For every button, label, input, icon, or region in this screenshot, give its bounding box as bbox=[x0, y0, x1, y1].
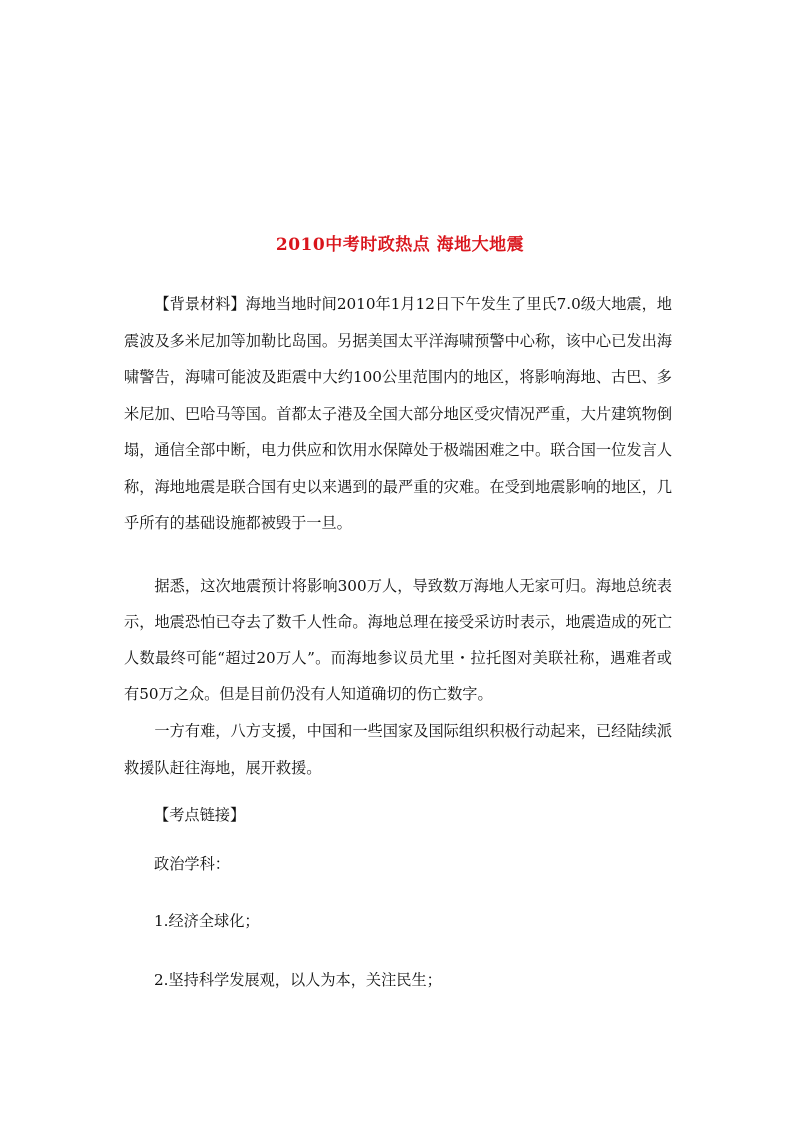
point-item-2: 2.坚持科学发展观，以人为本，关注民生； bbox=[154, 971, 442, 989]
section-heading: 【考点链接】 bbox=[154, 806, 246, 824]
background-paragraph: 【背景材料】海地当地时间2010年1月12日下午发生了里氏7.0级大地震，地震波及多米尼加等加勒比岛国。另据美国太平洋海啸预警中心称，该中心已发出海啸警告，海啸可能波及距震中大约100公里范围内的地区，将影响海地、古巴、多米尼加、巴哈马等国。首都太子港及全国大部分地区受灾情况严重，大片建筑物倒塌，通信全部中断，电力供应和饮用水保障处于极端困难之中。联合国一位发言人称，海地地震是联合国有史以来遇到的最严重的灾难。在受到地震影响的地区，几乎所有的基础设施都被毁于一旦。 bbox=[124, 295, 672, 532]
casualty-paragraph: 据悉，这次地震预计将影响300万人，导致数万海地人无家可归。海地总统表示，地震恐怕已夺去了数千人性命。海地总理在接受采访时表示，地震造成的死亡人数最终可能“超过20万人”。而海地参议员尤里・拉托图对美联社称，遇难者或有50万之众。但是目前仍没有人知道确切的伤亡数字。 bbox=[124, 577, 672, 703]
document-title: 2010中考时政热点 海地大地震 bbox=[275, 235, 525, 255]
point-item-1: 1.经济全球化； bbox=[154, 912, 260, 930]
aid-paragraph: 一方有难，八方支援，中国和一些国家及国际组织积极行动起来，已经陆续派救援队赶往海地，展开救援。 bbox=[124, 722, 672, 777]
subject-label: 政治学科： bbox=[154, 855, 230, 873]
